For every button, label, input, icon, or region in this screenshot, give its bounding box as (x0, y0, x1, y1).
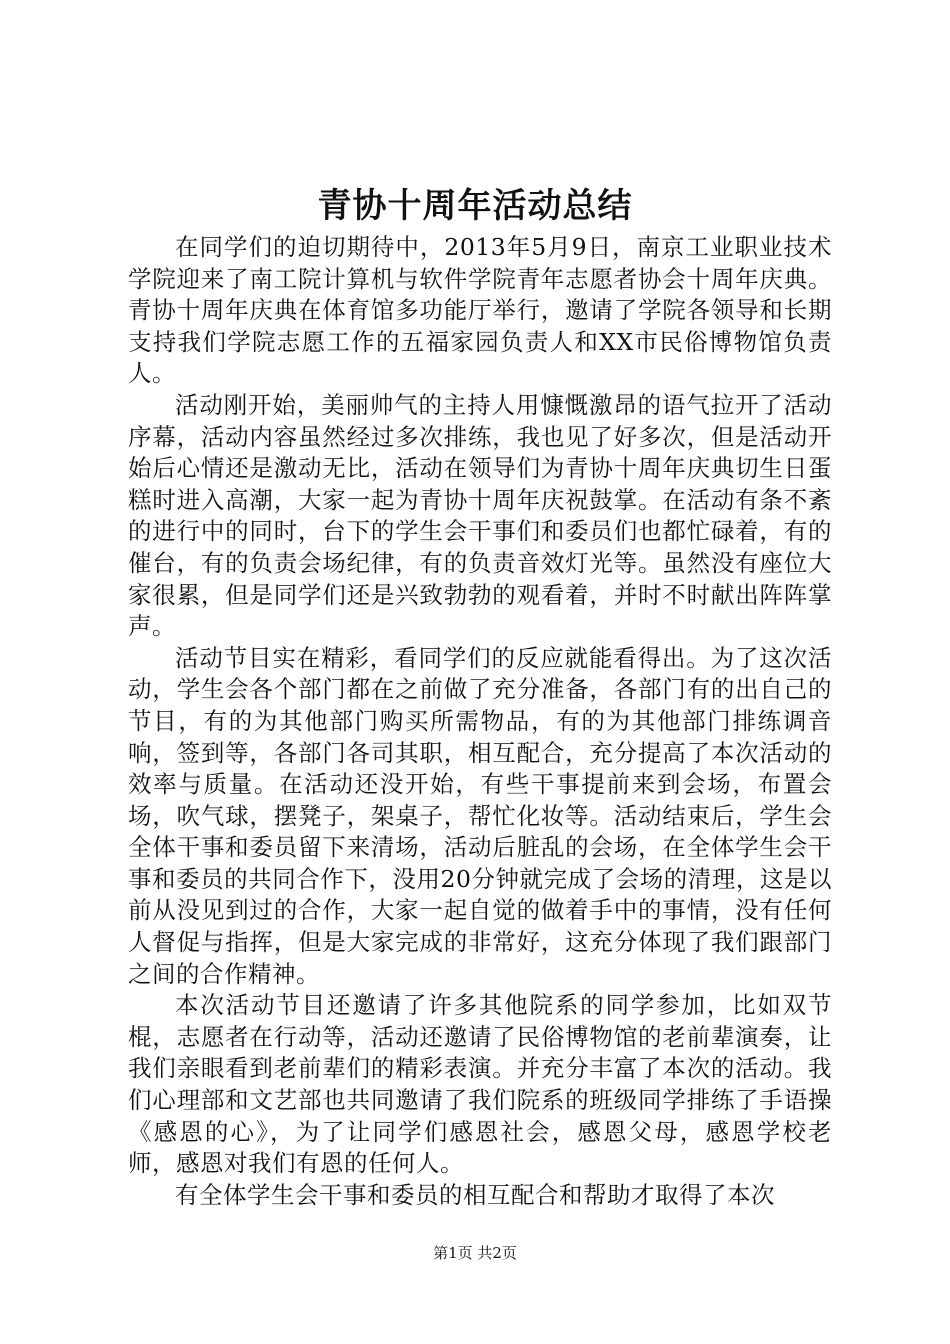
document-body (128, 232, 832, 1211)
paragraph-4: 本次活动节目还邀请了许多其他院系的同学参加，比如双节棍，志愿者在行动等，活动还邀请了民俗博物馆的老前辈演奏，让我们亲眼看到老前辈们的精彩表演。并充分丰富了本次的活动。我们心理部和文艺部也共同邀请了我们院系的班级同学排练了手语操《感恩的心》，为了让同学们感恩社会，感恩父母，感恩学校老师，感恩对我们有恩的任何人。 (128, 991, 832, 1178)
paragraph-1: 在同学们的迫切期待中，2013年5月9日，南京工业职业技术学院迎来了南工院计算机与软件学院青年志愿者协会十周年庆典。青协十周年庆典在体育馆多功能厅举行，邀请了学院各领导和长期支持我们学院志愿工作的五福家园负责人和XX市民俗博物馆负责人。 (128, 233, 832, 388)
page-footer: 第1页 共2页 (433, 1244, 517, 1262)
paragraph-5: 有全体学生会干事和委员的相互配合和帮助才取得了本次 (175, 1180, 775, 1209)
paragraph-3: 活动节目实在精彩，看同学们的反应就能看得出。为了这次活动，学生会各个部门都在之前做了充分准备，各部门有的出自己的节目，有的为其他部门购买所需物品，有的为其他部门排练调音响，签到等，各部门各司其职，相互配合，充分提高了本次活动的效率与质量。在活动还没开始，有些干事提前来到会场，布置会场，吹气球，摆凳子，架桌子，帮忙化妆等。活动结束后，学生会全体干事和委员留下来清场，活动后脏乱的会场，在全体学生会干事和委员的共同合作下，没用20分钟就完成了会场的清理，这是以前从没见到过的合作，大家一起自觉的做着手中的事情，没有任何人督促与指挥，但是大家完成的非常好，这充分体现了我们跟部门之间的合作精神。 (128, 643, 832, 988)
document-title: 青协十周年活动总结 (317, 186, 633, 226)
paragraph-2: 活动刚开始，美丽帅气的主持人用慷慨激昂的语气拉开了活动序幕，活动内容虽然经过多次排练，我也见了好多次，但是活动开始后心情还是激动无比，活动在领导们为青协十周年庆典切生日蛋糕时进入高潮，大家一起为青协十周年庆祝鼓掌。在活动有条不紊的进行中的同时，台下的学生会干事们和委员们也都忙碌着，有的催台，有的负责会场纪律，有的负责音效灯光等。虽然没有座位大家很累，但是同学们还是兴致勃勃的观看着，并时不时献出阵阵掌声。 (128, 390, 832, 641)
